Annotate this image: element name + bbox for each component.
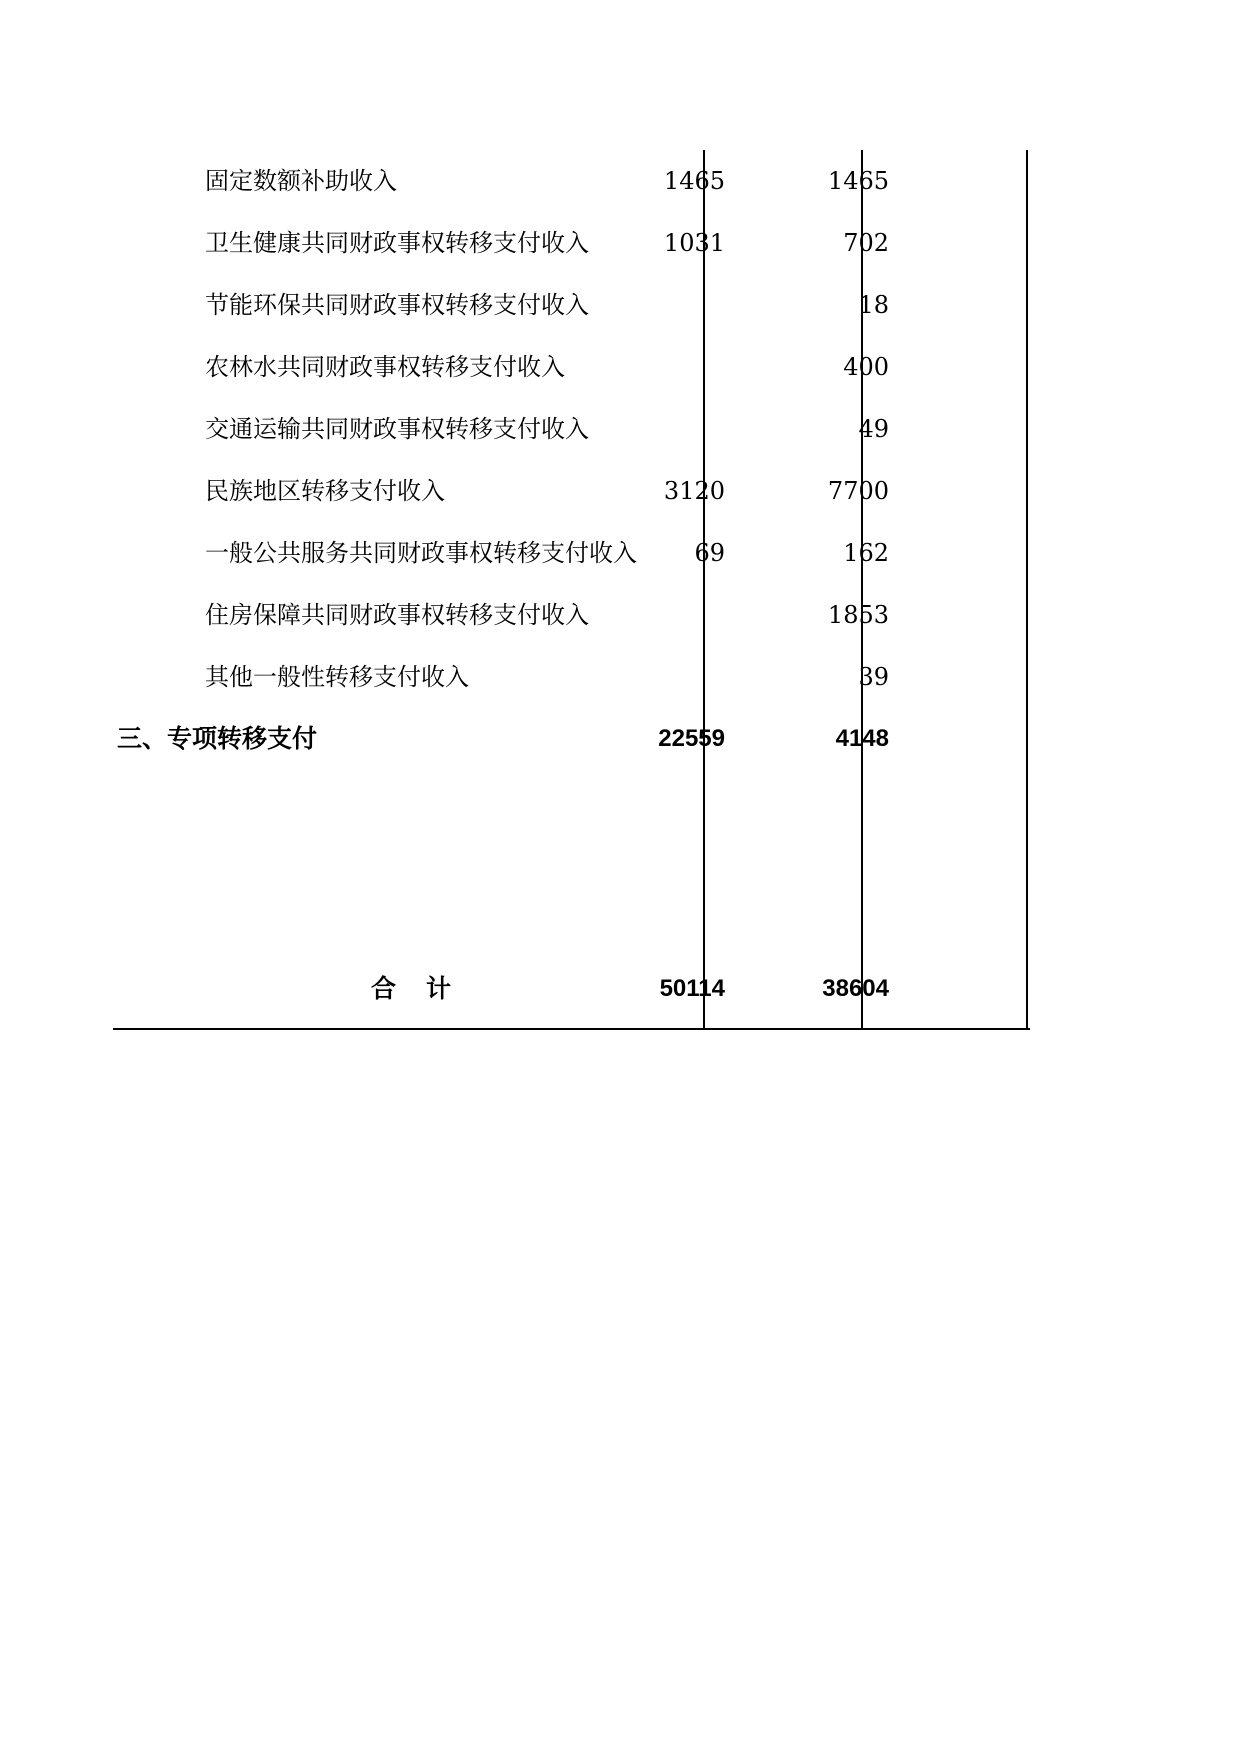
row-label: 卫生健康共同财政事权转移支付收入 [205, 229, 589, 257]
section-label: 三、专项转移支付 [117, 724, 318, 753]
total-row [113, 958, 1030, 1020]
value-col-2: 7700 [827, 477, 889, 505]
row-label: 民族地区转移支付收入 [205, 477, 445, 505]
value-col-2: 39 [858, 663, 889, 691]
value-col-2: 4148 [835, 725, 889, 752]
table-row [113, 646, 1030, 708]
value-col-2: 18 [858, 291, 889, 319]
row-label: 交通运输共同财政事权转移支付收入 [205, 415, 589, 443]
value-col-2: 162 [843, 539, 889, 567]
value-col-1: 69 [694, 539, 725, 567]
row-label: 节能环保共同财政事权转移支付收入 [205, 291, 589, 319]
table-row [113, 522, 1030, 584]
total-label: 合计 [371, 974, 482, 1003]
table-row [113, 336, 1030, 398]
total-value-col-1: 50114 [659, 975, 725, 1002]
value-col-2: 49 [858, 415, 889, 443]
row-label: 其他一般性转移支付收入 [205, 663, 469, 691]
value-col-2: 1853 [827, 601, 889, 629]
value-col-1: 1465 [663, 167, 725, 195]
value-col-1: 1031 [663, 229, 725, 257]
table-row [113, 398, 1030, 460]
row-label: 一般公共服务共同财政事权转移支付收入 [205, 539, 637, 567]
budget-table [113, 150, 1030, 1030]
value-col-1: 22559 [658, 725, 725, 752]
row-label: 农林水共同财政事权转移支付收入 [205, 353, 565, 381]
row-label: 固定数额补助收入 [205, 167, 397, 195]
value-col-2: 400 [843, 353, 889, 381]
total-value-col-2: 38604 [822, 975, 889, 1002]
section-row [113, 708, 1030, 770]
row-label: 住房保障共同财政事权转移支付收入 [205, 601, 589, 629]
value-col-2: 1465 [827, 167, 889, 195]
value-col-1: 3120 [663, 477, 725, 505]
value-col-2: 702 [843, 229, 889, 257]
table-row [113, 150, 1030, 212]
table-row [113, 274, 1030, 336]
table-bottom-border [113, 1028, 1030, 1030]
table-row [113, 212, 1030, 274]
table-row [113, 460, 1030, 522]
table-row [113, 584, 1030, 646]
